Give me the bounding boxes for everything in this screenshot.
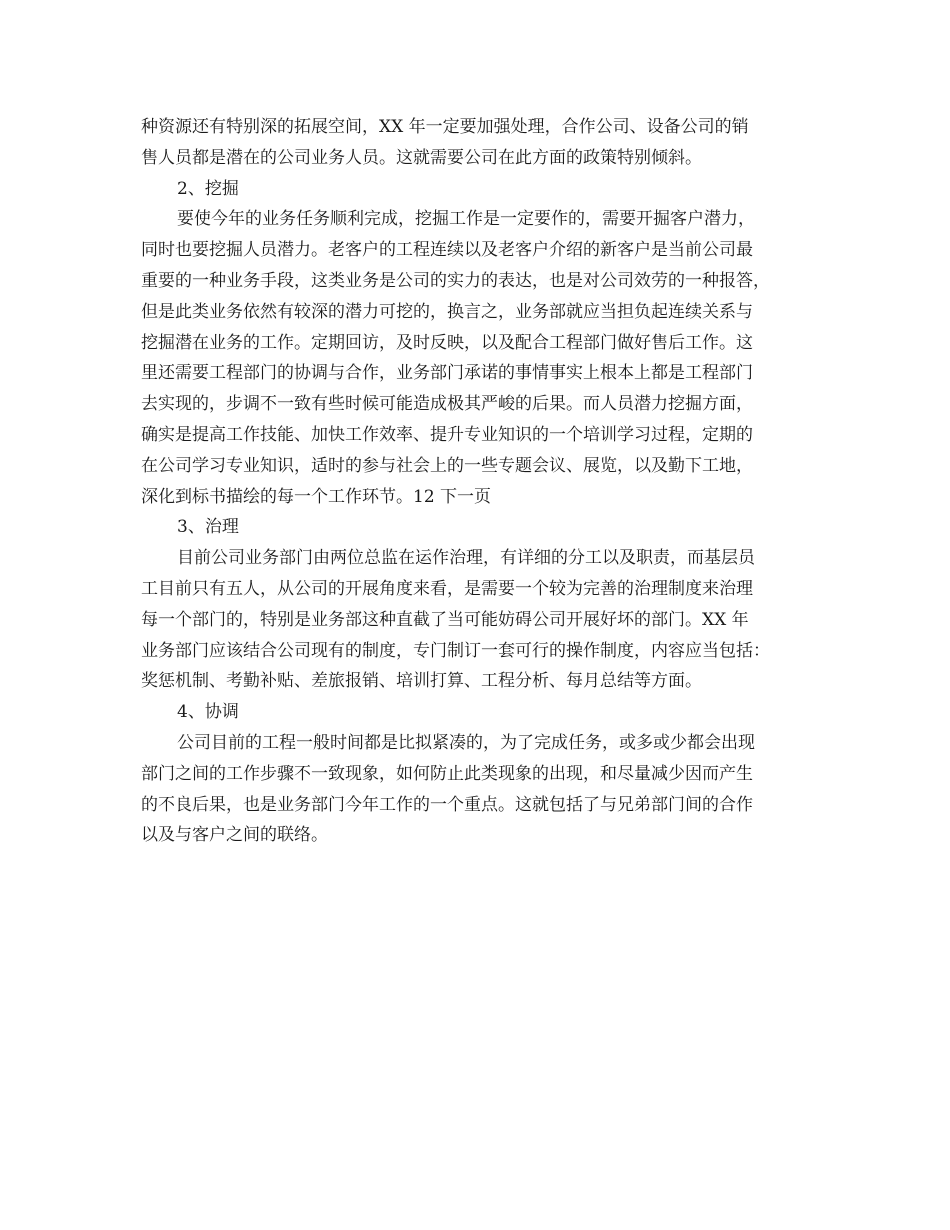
text-line: 部门之间的工作步骤不一致现象，如何防止此类现象的出现，和尽量减少因而产生 [141,763,753,784]
text-line: 在公司学习专业知识，适时的参与社会上的一些专题会议、展览，以及勤下工地， [141,455,753,476]
document-body [141,112,821,851]
text-line: 的不良后果，也是业务部门今年工作的一个重点。这就包括了与兄弟部门间的合作 [141,794,753,815]
text-line: 深化到标书描绘的每一个工作环节。12 下一页 [141,486,492,507]
text-line: 但是此类业务依然有较深的潜力可挖的，换言之，业务部就应当担负起连续关系与 [141,301,753,322]
text-line: 2、挖掘 [177,178,239,199]
text-line: 业务部门应该结合公司现有的制度，专门制订一套可行的操作制度，内容应当包括： [141,640,770,661]
text-line: 重要的一种业务手段，这类业务是公司的实力的表达，也是对公司效劳的一种报答， [141,270,770,291]
text-line: 3、治理 [177,517,239,538]
text-line: 种资源还有特别深的拓展空间，XX 年一定要加强处理，合作公司、设备公司的销 [141,117,749,137]
text-line: 里还需要工程部门的协调与合作，业务部门承诺的事情事实上根本上都是工程部门 [141,363,753,384]
text-line: 同时也要挖掘人员潜力。老客户的工程连续以及老客户介绍的新客户是当前公司最 [141,240,753,261]
text-line: 要使今年的业务任务顺利完成，挖掘工作是一定要作的，需要开掘客户潜力， [177,209,755,230]
text-line: 确实是提高工作技能、加快工作效率、提升专业知识的一个培训学习过程，定期的 [141,424,753,445]
text-line: 去实现的，步调不一致有些时候可能造成极其严峻的后果。而人员潜力挖掘方面， [141,394,753,415]
text-line: 挖掘潜在业务的工作。定期回访，及时反映，以及配合工程部门做好售后工作。这 [141,332,753,353]
text-line: 目前公司业务部门由两位总监在运作治理，有详细的分工以及职责，而基层员 [177,548,755,569]
text-line: 工目前只有五人，从公司的开展角度来看，是需要一个较为完善的治理制度来治理 [141,578,753,599]
text-line: 奖惩机制、考勤补贴、差旅报销、培训打算、工程分析、每月总结等方面。 [141,671,702,692]
text-line: 4、协调 [177,702,239,723]
text-line: 以及与客户之间的联络。 [141,825,328,846]
text-line: 售人员都是潜在的公司业务人员。这就需要公司在此方面的政策特别倾斜。 [141,147,702,168]
text-line: 每一个部门的，特别是业务部这种直截了当可能妨碍公司开展好坏的部门。XX 年 [141,609,749,630]
text-line: 公司目前的工程一般时间都是比拟紧凑的，为了完成任务，或多或少都会出现 [177,732,755,753]
